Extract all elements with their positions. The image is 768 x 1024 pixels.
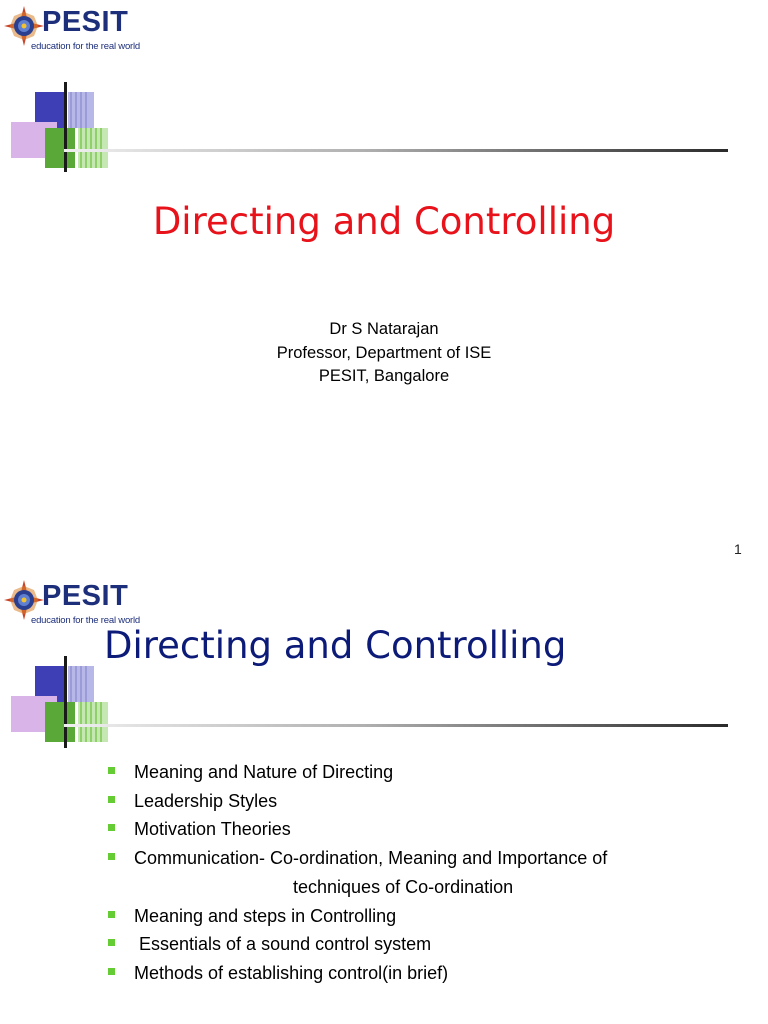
list-item bbox=[106, 815, 607, 844]
bullet-square-icon bbox=[108, 968, 115, 975]
slide-title: Directing and Controlling bbox=[104, 624, 567, 667]
bullet-square-icon bbox=[108, 853, 115, 860]
list-item-text: Essentials of a sound control system bbox=[134, 934, 432, 955]
compass-emblem-icon bbox=[4, 580, 44, 620]
header-rule bbox=[64, 724, 728, 727]
list-item-text: Communication- Co-ordination, Meaning and Importance of bbox=[134, 848, 608, 869]
header-rule bbox=[64, 149, 728, 152]
decorative-squares-graphic bbox=[8, 82, 110, 172]
compass-emblem-icon bbox=[4, 6, 44, 46]
list-item bbox=[106, 902, 607, 931]
bullet-square-icon bbox=[108, 767, 115, 774]
list-item bbox=[106, 758, 607, 787]
list-item bbox=[106, 844, 607, 901]
logo-tagline: education for the real world bbox=[31, 615, 140, 626]
list-item-text: Methods of establishing control(in brief) bbox=[134, 962, 449, 983]
decorative-squares-graphic bbox=[8, 656, 110, 748]
bullet-square-icon bbox=[108, 939, 115, 946]
list-item-text: Meaning and Nature of Directing bbox=[134, 762, 394, 782]
page-number: 1 bbox=[734, 541, 742, 557]
bullet-square-icon bbox=[108, 796, 115, 803]
list-item-text: Leadership Styles bbox=[134, 790, 278, 811]
logo-tagline: education for the real world bbox=[31, 41, 140, 52]
list-item bbox=[106, 930, 607, 959]
pesit-logo bbox=[4, 580, 154, 628]
list-item bbox=[106, 959, 607, 988]
bullet-square-icon bbox=[108, 911, 115, 918]
author-name: Dr S Natarajan bbox=[329, 320, 439, 338]
pesit-logo bbox=[4, 6, 154, 54]
list-item-continuation: techniques of Co-ordination bbox=[293, 876, 514, 897]
list-item-text: Meaning and steps in Controlling bbox=[134, 905, 397, 926]
list-item-text: Motivation Theories bbox=[134, 819, 291, 840]
list-item bbox=[106, 787, 607, 816]
topic-list bbox=[106, 758, 607, 988]
author-institution: PESIT, Bangalore bbox=[318, 367, 450, 385]
bullet-square-icon bbox=[108, 824, 115, 831]
slide-title: Directing and Controlling bbox=[152, 200, 616, 243]
author-position: Professor, Department of ISE bbox=[276, 344, 492, 362]
logo-wordmark: PESIT bbox=[42, 6, 129, 38]
logo-wordmark: PESIT bbox=[42, 580, 129, 612]
slide-2 bbox=[0, 574, 768, 1024]
